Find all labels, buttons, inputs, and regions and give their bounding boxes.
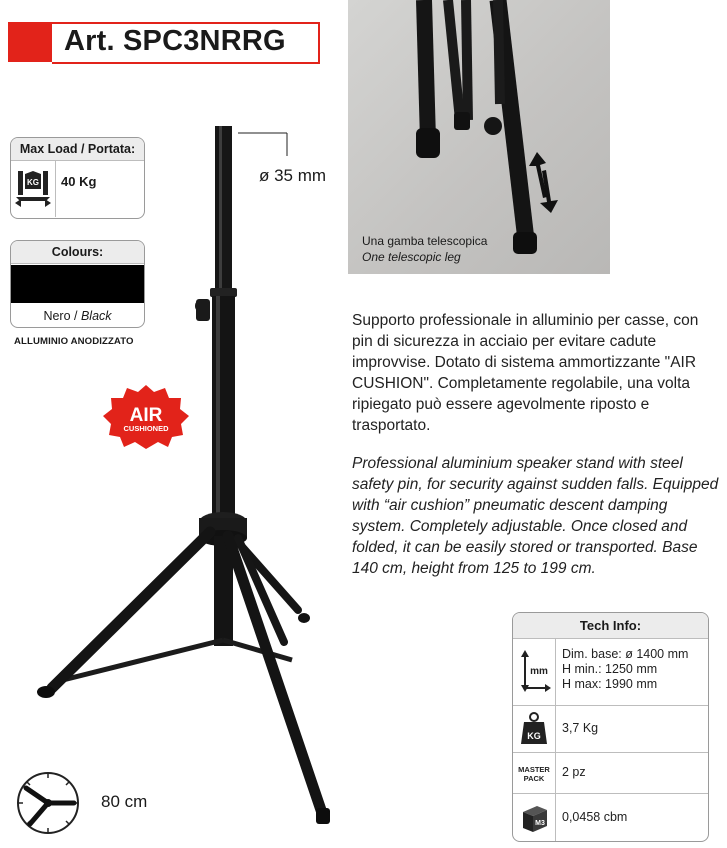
telescopic-leg-image [348, 0, 610, 274]
header-red-block [8, 22, 52, 62]
master-pack-icon [513, 753, 555, 794]
weight-icon-cell [513, 706, 556, 753]
load-icon-text: KG [27, 178, 39, 187]
tech-row-dimensions [513, 638, 708, 705]
colour-separator: / [70, 309, 81, 323]
volume-icon-text: M3 [535, 820, 545, 827]
base-width-icon [10, 766, 90, 842]
dimensions-icon [513, 638, 555, 705]
colour-name-it: Nero [43, 309, 71, 323]
tech-dim-base: Dim. base: ø 1400 mm [562, 647, 689, 661]
badge-text-air: AIR [129, 405, 163, 426]
tech-row-weight [513, 705, 708, 753]
weight-icon-text: KG [527, 731, 541, 741]
tech-row-volume [513, 793, 708, 842]
telescopic-leg-photo [348, 0, 610, 274]
badge-text-cushioned: CUSHIONED [123, 424, 169, 433]
dimensions-icon-text: mm [530, 666, 548, 677]
base-width-label: 80 cm [101, 792, 148, 811]
colour-name-en: Black [80, 309, 112, 323]
tech-info-heading: Tech Info: [513, 613, 708, 639]
master-pack-icon-line1: MASTER [518, 765, 550, 774]
box-volume-icon [513, 794, 555, 842]
tech-info-card [512, 612, 709, 842]
master-pack-icon-line2: PACK [523, 774, 545, 783]
colours-heading: Colours: [11, 241, 144, 264]
max-load-heading: Max Load / Portata: [11, 138, 144, 161]
tech-row-master-pack [513, 752, 708, 794]
description-english: Professional aluminium speaker stand with steel safety pin, for security against sudden falls. Equipped with “air cushion” pneumatic descent damping system. Completely adjustable. Once closed and folded, it can be easily stored or transported. Base 140 cm, height from 125 to 199 cm. [352, 455, 719, 577]
speaker-stand-illustration [0, 120, 340, 840]
volume-icon-cell [513, 794, 556, 842]
description-italian: Supporto professionale in alluminio per casse, con pin di sicurezza in acciaio per evitare cadute improvvise. Dotato di sistema ammortizzante "AIR CUSHION". Completamente regolabile, una volta ripiegato può essere agevolmente riposto e trasportato. [352, 312, 699, 434]
tech-height-min: H min.: 1250 mm [562, 662, 658, 676]
photo-caption-it: Una gamba telescopica [362, 234, 488, 248]
dimensions-icon-cell [513, 638, 556, 705]
weight-icon [513, 706, 555, 753]
photo-caption-en: One telescopic leg [362, 250, 461, 264]
tech-height-max: H max: 1990 mm [562, 677, 658, 691]
finish-label: ALLUMINIO ANODIZZATO [14, 336, 134, 347]
max-load-value: 40 Kg [61, 174, 97, 189]
tech-master-pack-value: 2 pz [562, 765, 586, 779]
article-title: Art. SPC3NRRG [64, 25, 286, 57]
master-pack-icon-cell [513, 753, 556, 794]
tech-volume-value: 0,0458 cbm [562, 810, 628, 824]
tech-weight-value: 3,7 Kg [562, 721, 599, 735]
diameter-label: ø 35 mm [259, 166, 327, 185]
